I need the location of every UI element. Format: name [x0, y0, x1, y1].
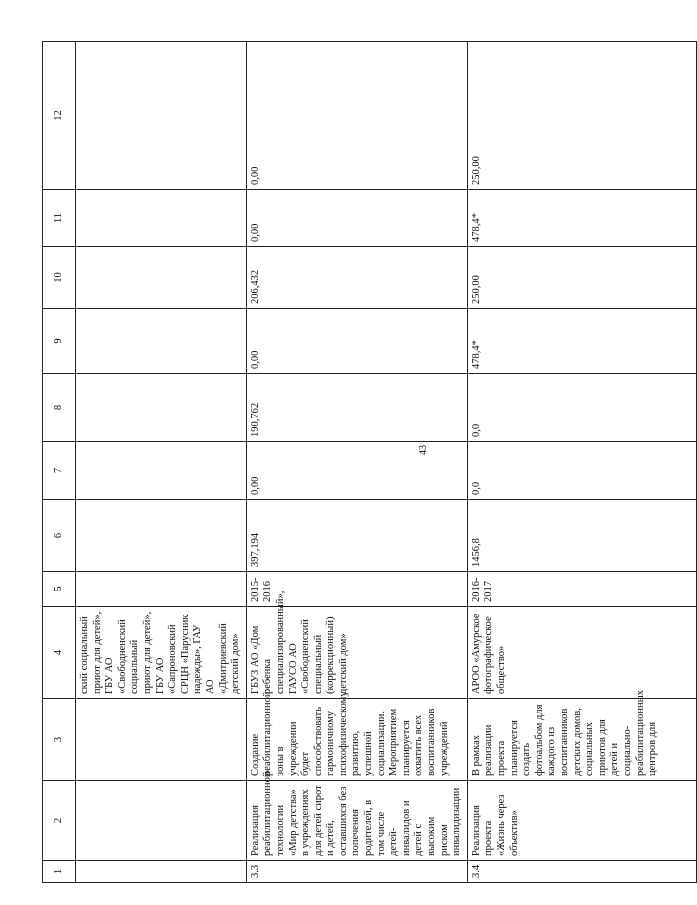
- cell-value: 1456,8: [467, 500, 696, 572]
- cell-value: 0,0: [467, 442, 696, 500]
- cell-value: 0,00: [246, 442, 467, 500]
- cell-value: [76, 42, 247, 190]
- page-number: 43: [418, 445, 429, 455]
- cell-executor: ГБУЗ АО «Дом ребенка специализированный», ГАУСО АО «Свободненский специальный (коррекционный) детский дом»: [246, 607, 467, 699]
- cell-value: 0,00: [246, 190, 467, 247]
- table-row: [246, 42, 467, 883]
- program-table: [42, 41, 697, 883]
- header-cell: 11: [43, 190, 76, 247]
- cell-description: В рамках реализации проекта планируется создать фотоальбом для каждого из воспитанников детских домов, социальных приютов для детей и социально-реабилитационных центров для: [467, 699, 696, 781]
- rotated-table-page: [42, 42, 659, 883]
- header-cell: 8: [43, 374, 76, 442]
- cell-value: [76, 247, 247, 309]
- cell-value: 250,00: [467, 247, 696, 309]
- header-cell: 6: [43, 500, 76, 572]
- cell-index: [76, 861, 247, 883]
- header-cell: 4: [43, 607, 76, 699]
- cell-period: [76, 572, 247, 607]
- cell-value: 206,432: [246, 247, 467, 309]
- cell-value: 478,4*: [467, 190, 696, 247]
- cell-value: 0,00: [246, 42, 467, 190]
- cell-activity: Реализация проекта «Жизнь через объектив»: [467, 781, 696, 861]
- cell-index: 3.3: [246, 861, 467, 883]
- header-cell: 7: [43, 442, 76, 500]
- cell-value: 0,0: [467, 374, 696, 442]
- table-row: [76, 42, 247, 883]
- header-cell: 3: [43, 699, 76, 781]
- header-cell: 12: [43, 42, 76, 190]
- cell-description: Создание реабилитационной зоны в учреждении будет способствовать гармоничному психофизическому развитию, успешной социализации. Мероприятием планируется охватить всех воспитанников учреждений: [246, 699, 467, 781]
- header-cell: 9: [43, 309, 76, 374]
- cell-value: [76, 374, 247, 442]
- cell-period: 2015-2016: [246, 572, 467, 607]
- cell-value: 0,00: [246, 309, 467, 374]
- cell-value: [76, 442, 247, 500]
- cell-value: [76, 190, 247, 247]
- cell-activity: [76, 781, 247, 861]
- cell-value: [76, 309, 247, 374]
- header-cell: 1: [43, 861, 76, 883]
- cell-description: [76, 699, 247, 781]
- cell-value: [76, 500, 247, 572]
- header-row: [43, 42, 76, 883]
- header-cell: 5: [43, 572, 76, 607]
- header-cell: 10: [43, 247, 76, 309]
- header-cell: 2: [43, 781, 76, 861]
- table-row: [467, 42, 696, 883]
- cell-index: 3.4: [467, 861, 696, 883]
- cell-executor: ский социальный приют для детей», ГБУ АО «Свободненский социальный приют для детей», ГБУ АО «Сапроновский СРЦН «Парусник надежды», ГАУ АО «Дмитриевский детский дом»: [76, 607, 247, 699]
- cell-executor: АРОО «Амурское фотографическое общество»: [467, 607, 696, 699]
- cell-period: 2016-2017: [467, 572, 696, 607]
- cell-activity: Реализация реабилитационной технологии «Мир детства» в учреждениях для детей сирот и детей, оставшихся без попечения родителей, в том числе детей-инвалидов и детей с высоким риском инвалидизации: [246, 781, 467, 861]
- cell-value: 478,4*: [467, 309, 696, 374]
- cell-value: 250,00: [467, 42, 696, 190]
- cell-value: 397,194: [246, 500, 467, 572]
- cell-value: 190,762: [246, 374, 467, 442]
